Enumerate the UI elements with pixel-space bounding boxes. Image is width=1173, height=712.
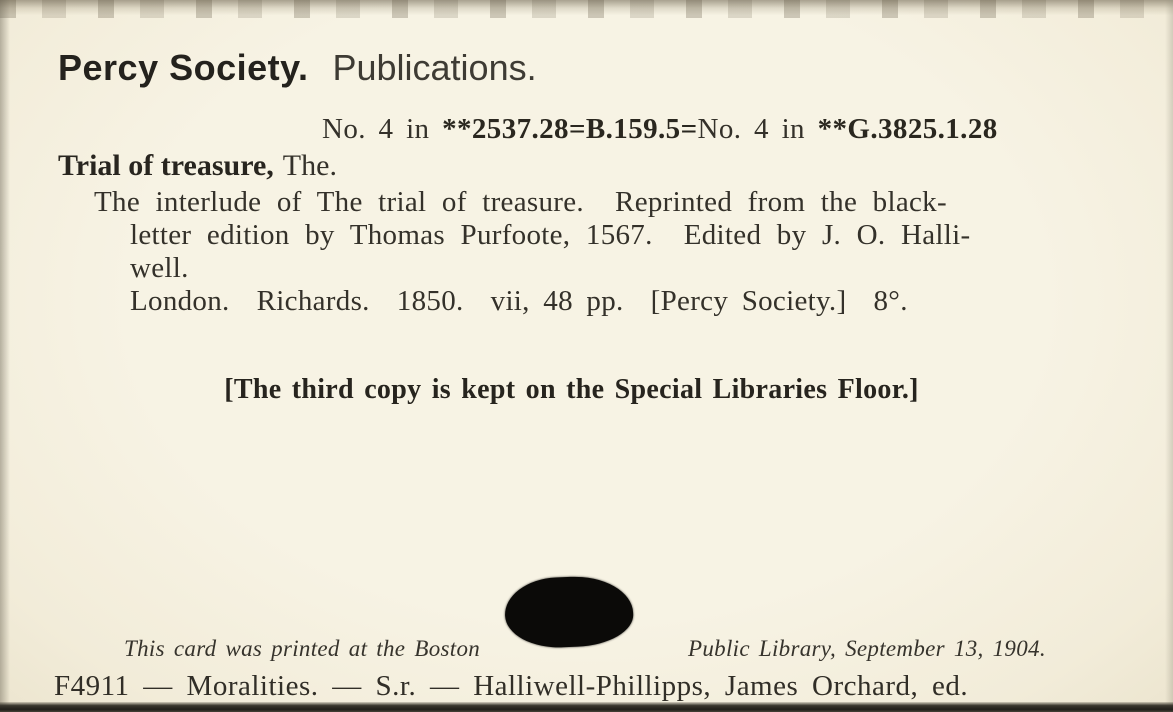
- title-article: The.: [282, 149, 337, 182]
- scan-bottom-edge: [0, 702, 1173, 712]
- title-line: [58, 149, 337, 183]
- heading-publications: Publications.: [332, 47, 537, 88]
- call-prefix: No. 4 in: [322, 113, 443, 145]
- body-line: The interlude of The trial of treasure. Reprinted from the black-: [94, 186, 947, 218]
- scan-top-edge: [0, 0, 1173, 18]
- title-main: Trial of treasure,: [58, 149, 274, 182]
- scan-right-edge: [1165, 0, 1173, 712]
- call-prefix: No. 4 in: [697, 113, 818, 145]
- body-line: well.: [130, 252, 189, 284]
- equals-sign: =: [568, 113, 586, 145]
- scan-left-edge: [0, 0, 10, 712]
- printing-note-left: This card was printed at the Boston: [124, 636, 481, 661]
- call-number-line: [322, 113, 998, 146]
- shelf-mark-2: B.159.5: [585, 113, 681, 145]
- equals-sign: =: [680, 113, 698, 145]
- imprint-line: London. Richards. 1850. vii, 48 pp. [Percy Society.] 8°.: [130, 285, 908, 317]
- card-heading: [58, 48, 537, 88]
- heading-society: Percy Society.: [58, 47, 309, 88]
- printing-note-right: Public Library, September 13, 1904.: [688, 636, 1046, 661]
- shelf-mark-1: **2537.28: [442, 113, 569, 145]
- tracking-line: F4911 — Moralities. — S.r. — Halliwell-Phillipps, James Orchard, ed.: [54, 670, 969, 702]
- special-libraries-note: [The third copy is kept on the Special Libraries Floor.]: [224, 374, 919, 405]
- shelf-mark-3: **G.3825.1.28: [817, 113, 998, 145]
- body-line: letter edition by Thomas Purfoote, 1567. Edited by J. O. Halli-: [130, 219, 971, 251]
- ink-blot: [504, 574, 635, 650]
